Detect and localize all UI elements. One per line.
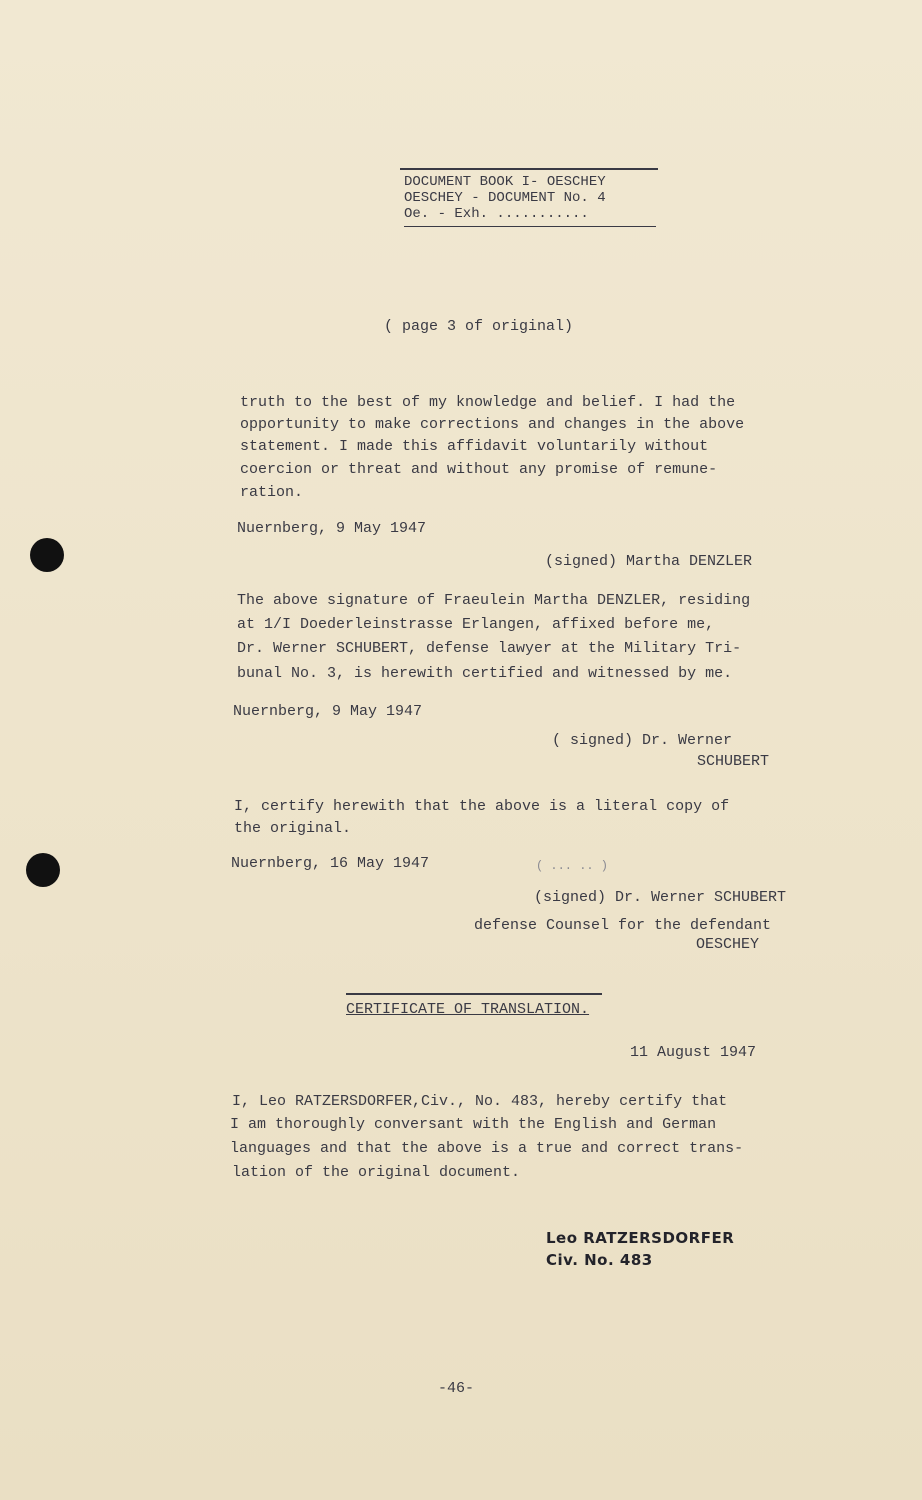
punch-hole	[26, 853, 60, 887]
place-date: Nuernberg, 9 May 1947	[233, 703, 423, 720]
document-header	[404, 164, 659, 222]
certification-line: at 1/I Doederleinstrasse Erlangen, affixed before me,	[237, 616, 715, 633]
certification-line: bunal No. 3, is herewith certified and witnessed by me.	[237, 665, 733, 682]
defendant-name: OESCHEY	[696, 936, 760, 953]
page-note: ( page 3 of original)	[384, 318, 574, 335]
certification-line: The above signature of Fraeulein Martha DENZLER, residing	[237, 592, 751, 609]
page-number: -46-	[438, 1380, 475, 1397]
translator-stamp-number: Civ. No. 483	[546, 1251, 653, 1269]
title-rule	[346, 993, 602, 995]
certification-line: Dr. Werner SCHUBERT, defense lawyer at the Military Tri-	[237, 640, 742, 657]
signature-schubert: ( signed) Dr. Werner	[552, 732, 733, 749]
translation-line: languages and that the above is a true and correct trans-	[230, 1140, 744, 1157]
copy-certification-line: the original.	[234, 820, 352, 837]
statement-line: truth to the best of my knowledge and belief. I had the	[240, 394, 736, 411]
translation-line: I, Leo RATZERSDORFER,Civ., No. 483, hereby certify that	[232, 1093, 728, 1110]
signature-schubert-surname: SCHUBERT	[697, 753, 770, 770]
copy-certification-line: I, certify herewith that the above is a literal copy of	[234, 798, 730, 815]
header-line-book: DOCUMENT BOOK I- OESCHEY	[404, 174, 606, 190]
header-rule	[404, 226, 656, 227]
header-line-document: OESCHEY - DOCUMENT No. 4	[404, 190, 606, 206]
translation-title: CERTIFICATE OF TRANSLATION.	[346, 1001, 590, 1018]
counsel-title: defense Counsel for the defendant	[474, 917, 772, 934]
translation-line: I am thoroughly conversant with the English and German	[230, 1116, 717, 1133]
translation-date: 11 August 1947	[630, 1044, 757, 1061]
place-date: Nuernberg, 16 May 1947	[231, 855, 430, 872]
place-date: Nuernberg, 9 May 1947	[237, 520, 427, 537]
statement-line: statement. I made this affidavit voluntarily without	[240, 438, 709, 455]
translation-line: lation of the original document.	[232, 1164, 521, 1181]
statement-line: coercion or threat and without any promise of remune-	[240, 461, 718, 478]
signature-denzler: (signed) Martha DENZLER	[545, 553, 753, 570]
statement-line: opportunity to make corrections and changes in the above	[240, 416, 745, 433]
punch-hole	[30, 538, 64, 572]
header-line-exhibit: Oe. - Exh. ...........	[404, 206, 589, 222]
signature-schubert-counsel: (signed) Dr. Werner SCHUBERT	[534, 889, 787, 906]
translator-stamp-name: Leo RATZERSDORFER	[546, 1229, 735, 1247]
seal-mark: ( ... .. )	[536, 859, 609, 873]
statement-line: ration.	[240, 484, 304, 501]
